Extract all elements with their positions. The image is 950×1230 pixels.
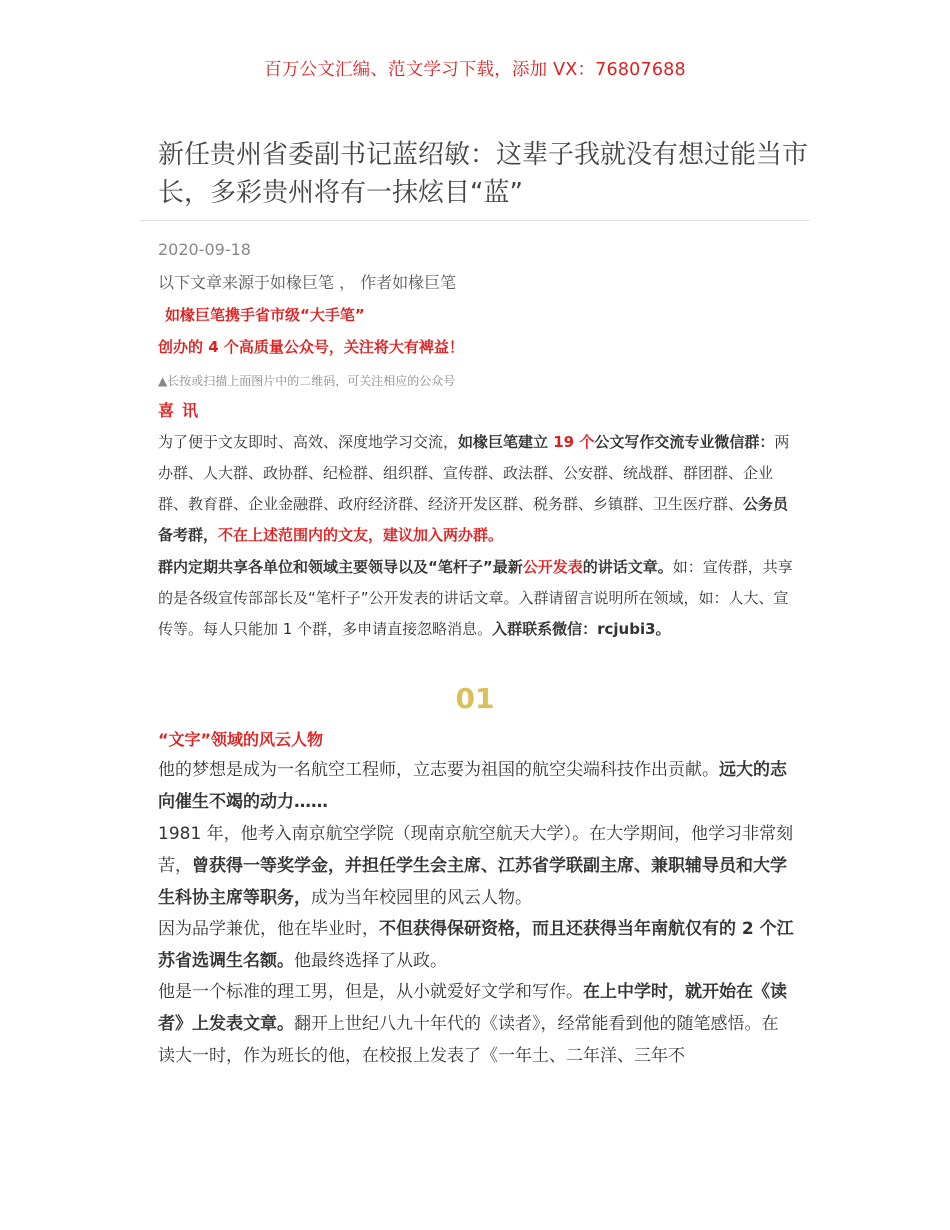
text-run-bold: 的讲话文章。 [582, 558, 673, 576]
title-divider [140, 220, 810, 221]
text-run: 因为品学兼优，他在毕业时， [158, 919, 379, 939]
text-run: 他最终选择了从政。 [294, 951, 447, 971]
text-run-bold-red: 19 个 [553, 433, 595, 451]
body-paragraph-3 [158, 913, 794, 977]
text-run: 两办群、人大群、政协群、纪检群、组织群、宣传群、政法群、公安群、统战群、群团群、企业群、教育群、企业金融群、政府经济群、经济开发区群、税务群、乡镇群、卫生医疗群、 [158, 433, 790, 513]
header-banner: 百万公文汇编、范文学习下载，添加 VX：76807688 [264, 60, 686, 80]
body-paragraph-2 [158, 818, 794, 914]
text-run-bold: 公文写作交流专业微信群： [594, 433, 775, 451]
promo-line-2: 创办的 4 个高质量公众号，关注将大有裨益！ [158, 338, 464, 356]
text-run: 翻开上世纪八九十年代的《读者》，经常能看到他的随笔感悟。在读大一时，作为班长的他，在校报上发表了《一年土、二年洋、三年不 [158, 1014, 779, 1066]
text-run-bold-red: 不在上述范围内的文友，建议加入两办群。 [218, 526, 504, 544]
text-run-bold: 远大的志向催生不竭的动力…… [158, 760, 787, 812]
article-source: 以下文章来源于如椽巨笔 ， 作者如椽巨笔 [158, 273, 457, 292]
announcement-paragraph-1 [158, 427, 794, 551]
announcement-paragraph-2 [158, 552, 794, 645]
text-run-bold: 不但获得保研资格，而且还获得当年南航仅有的 2 个江苏省选调生名额。 [158, 919, 794, 971]
article-title: 新任贵州省委副书记蓝绍敏：这辈子我就没有想过能当市长，多彩贵州将有一抹炫目“蓝” [158, 140, 809, 208]
body-paragraph-1 [158, 754, 794, 818]
section-number: 01 [455, 682, 495, 715]
body-paragraph-4 [158, 976, 794, 1072]
text-run-bold: 如椽巨笔建立 [458, 433, 554, 451]
text-run: 他是一个标准的理工男，但是，从小就爱好文学和写作。 [158, 982, 583, 1002]
text-run-bold: 在上中学时，就开始在《读者》上发表文章。 [158, 982, 787, 1034]
text-run: 成为当年校园里的风云人物。 [311, 888, 532, 908]
article-date: 2020-09-18 [158, 240, 251, 259]
text-run: 为了便于文友即时、高效、深度地学习交流， [158, 433, 459, 451]
section-title: “文字”领域的风云人物 [158, 730, 324, 749]
text-run: 他的梦想是成为一名航空工程师，立志要为祖国的航空尖端科技作出贡献。 [158, 760, 719, 780]
text-run: 如：宣传群，共享的是各级宣传部部长及“笔杆子”公开发表的讲话文章。入群请留言说明所在领域，如：人大、宣传等。每人只能加 1 个群，多申请直接忽略消息。 [158, 558, 793, 638]
text-run-bold-red: 公开发表 [522, 558, 583, 576]
qr-caption: ▲长按或扫描上面图片中的二维码，可关注相应的公众号 [158, 374, 456, 388]
text-run-bold: 公务员备考群， [158, 495, 789, 544]
text-run-bold: 曾获得一等奖学金，并担任学生会主席、江苏省学联副主席、兼职辅导员和大学生科协主席等职务， [158, 856, 787, 908]
text-run-bold: 入群联系微信：rcjubi3。 [492, 620, 671, 638]
news-heading: 喜讯 [158, 401, 207, 420]
promo-line-1: 如椽巨笔携手省市级“大手笔” [165, 306, 365, 324]
text-run: 1981 年，他考入南京航空学院（现南京航空航天大学）。在大学期间，他学习非常刻苦， [158, 824, 794, 876]
text-run-bold: 群内定期共享各单位和领域主要领导以及“笔杆子”最新 [158, 558, 523, 576]
